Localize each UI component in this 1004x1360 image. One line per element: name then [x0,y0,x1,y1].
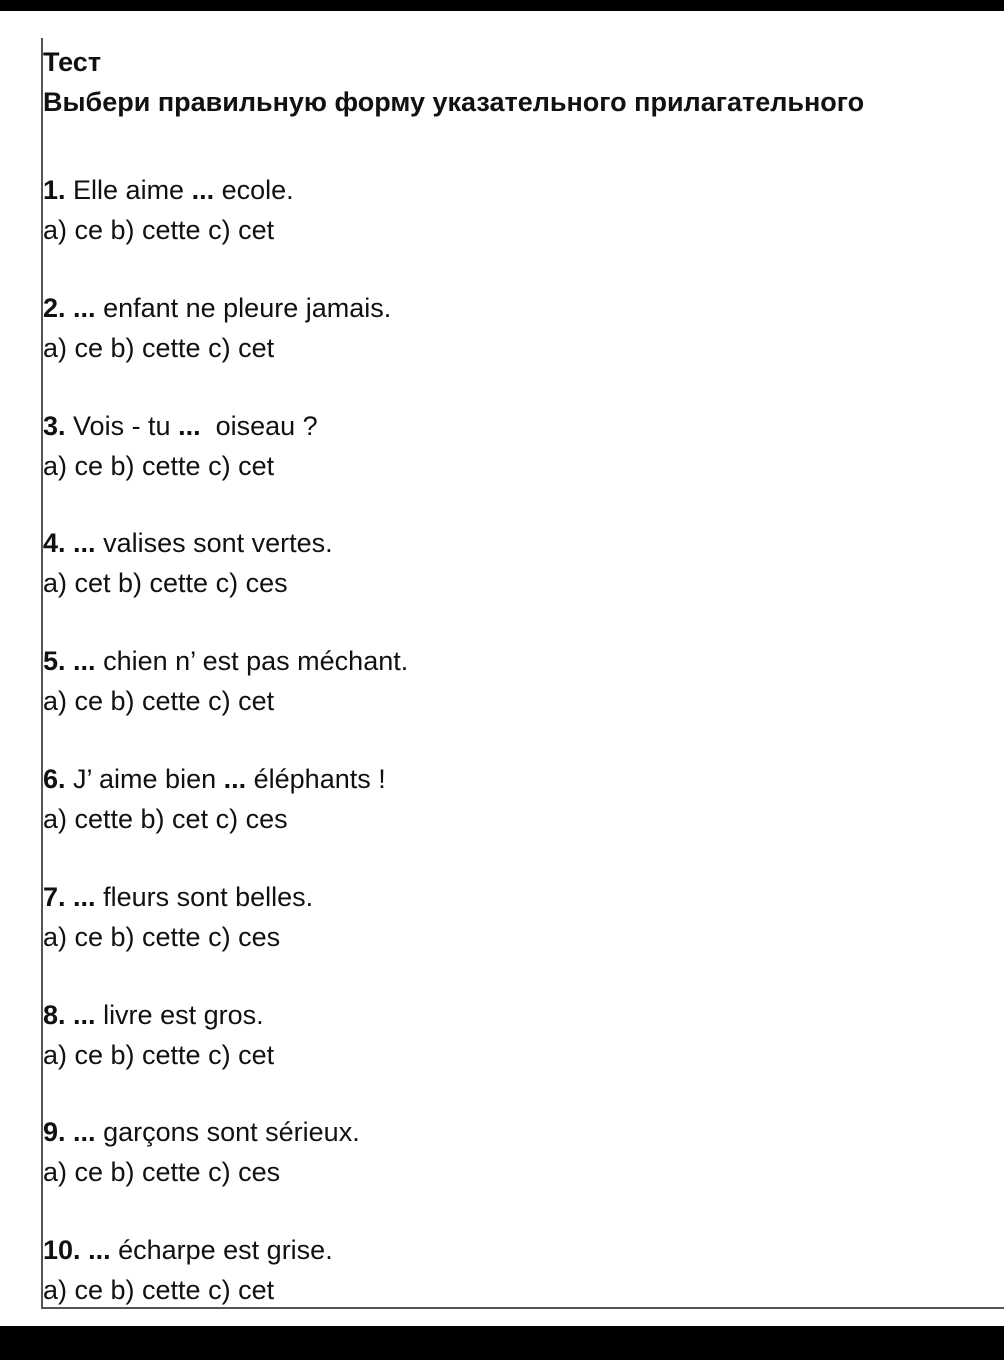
question-3 [43,406,998,524]
question-blank: ... [88,1235,111,1266]
question-options: a) ce b) cette c) cet [43,450,275,481]
question-number: 7. [43,881,66,912]
question-number: 8. [43,999,66,1030]
question-blank: ... [178,410,201,441]
question-after: ecole. [214,175,294,205]
question-1 [43,170,998,288]
question-2 [43,288,998,406]
question-options: a) ce b) cette c) cet [43,1275,275,1306]
question-text [43,877,998,917]
question-7 [43,877,998,995]
question-before: Vois - tu [65,410,179,441]
question-blank: ... [73,881,96,912]
question-number: 1. [43,175,66,205]
page-subtitle: Выбери правильную форму указательного прилагательного [43,87,865,117]
question-after: chien n’ est pas méchant. [95,646,409,677]
question-number: 9. [43,1117,66,1148]
question-before [81,1235,89,1265]
question-text [43,170,998,210]
question-before: J’ aime bien [65,763,224,794]
question-before [66,528,74,558]
question-text [43,995,998,1035]
question-9 [43,1112,998,1230]
question-after: garçons sont sérieux. [95,1117,360,1148]
question-blank: ... [73,528,96,559]
question-options: a) ce b) cette c) ces [43,1157,281,1188]
question-number: 2. [43,292,66,323]
question-text [43,1230,998,1270]
question-options: a) ce b) cette c) cet [43,686,275,717]
question-number: 4. [43,528,66,559]
question-blank: ... [73,292,96,323]
question-text [43,406,998,446]
question-after: fleurs sont belles. [95,881,314,912]
question-options: a) cet b) cette c) ces [43,568,288,599]
question-after: éléphants ! [246,763,386,794]
question-after: écharpe est grise. [110,1235,333,1266]
question-after: livre est gros. [95,999,264,1030]
question-options: a) cette b) cet c) ces [43,803,288,834]
question-text [43,1112,998,1152]
question-10 [43,1230,998,1348]
question-text [43,523,998,563]
question-8 [43,995,998,1113]
question-blank: ... [73,1117,96,1148]
question-after: enfant ne pleure jamais. [95,292,392,323]
top-black-bar [0,0,1004,11]
question-number: 6. [43,763,66,794]
question-5 [43,641,998,759]
question-before [66,646,74,676]
question-blank: ... [73,999,96,1030]
question-blank: ... [191,175,215,205]
page-title: Тест [43,47,102,77]
question-options: a) ce b) cette c) cet [43,332,275,363]
question-after: oiseau ? [200,410,318,441]
question-options: a) ce b) cette c) cet [43,1039,275,1070]
question-blank: ... [223,763,247,794]
question-options: a) ce b) cette c) cet [43,215,275,245]
question-list [43,170,998,1348]
question-text [43,759,998,799]
question-after: valises sont vertes. [95,528,333,559]
question-options: a) ce b) cette c) ces [43,921,281,952]
question-before [66,1117,74,1147]
question-number: 10. [43,1235,81,1266]
question-6 [43,759,998,877]
question-before [66,1000,74,1030]
test-content [43,42,998,1348]
question-before: Elle aime [65,175,192,205]
question-number: 3. [43,410,66,441]
question-before [66,882,74,912]
question-before [66,293,74,323]
question-text [43,288,998,328]
question-number: 5. [43,646,66,677]
question-text [43,641,998,681]
question-blank: ... [73,646,96,677]
question-4 [43,523,998,641]
